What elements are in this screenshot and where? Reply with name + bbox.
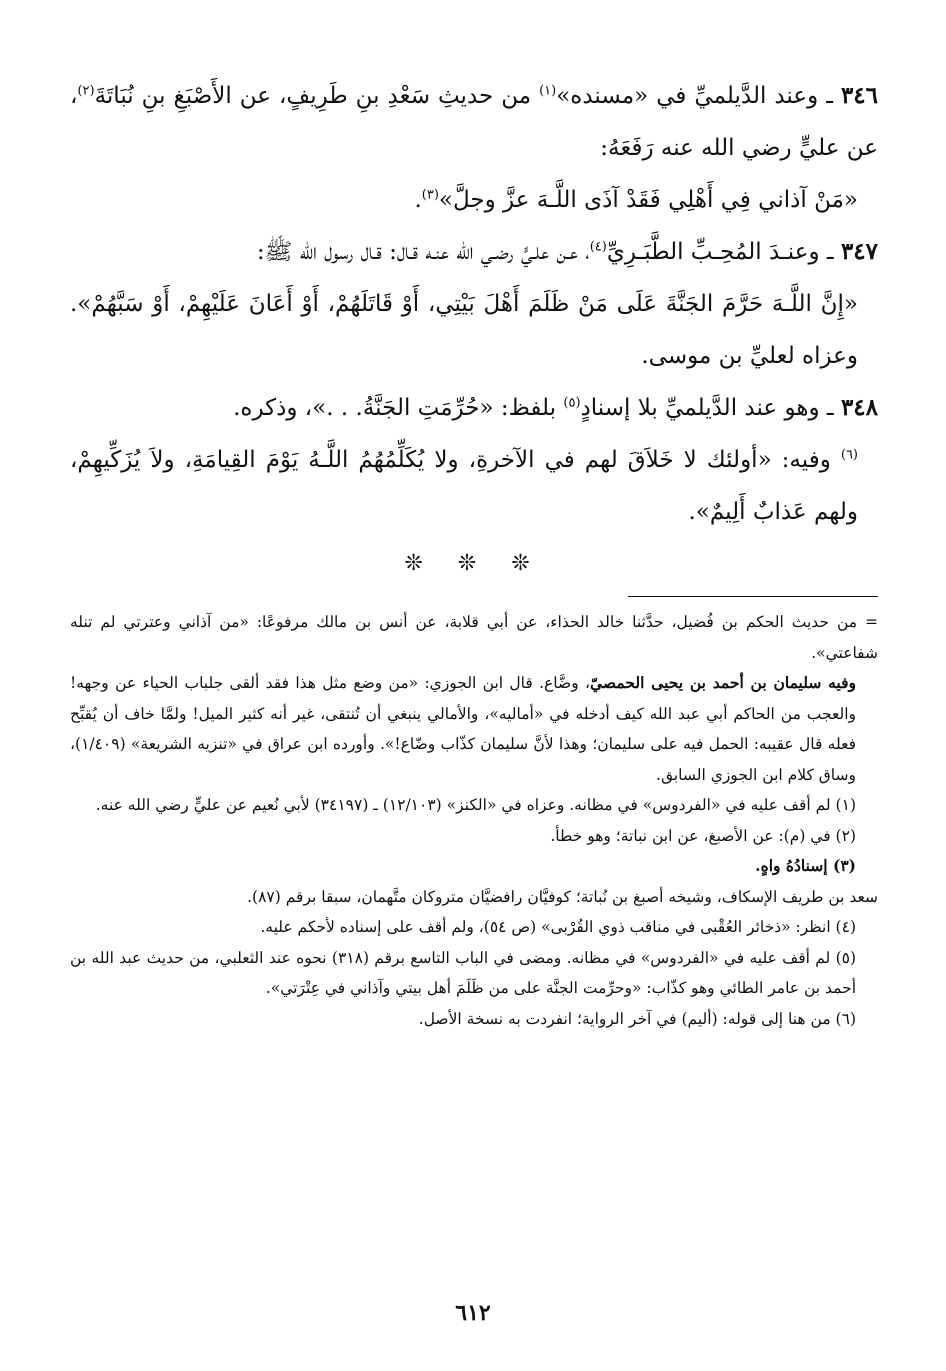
footnote-ref: (٤) bbox=[589, 239, 607, 255]
footnote-3-detail: سعد بن طريف الإسكاف، وشيخه أصبغ بن نُباتة؛ كوفيَّان رافضيَّان متروكان متَّهمان، سبقا برقم (٨٧). bbox=[247, 887, 878, 906]
hadith-346: ٣٤٦ ـ وعند الدَّيلميِّ في «مسنده»$^{(١)}$ من حديثِ سَعْدِ بنِ طَرِيفٍ، عن الأَصْبَغِ بنِ نُبَاتَةَ$^{(٢)}$، عن عليٍّ رضي الله عنه رَفَعَهُ: bbox=[70, 82, 878, 161]
section-divider: ❊ ❊ ❊ bbox=[404, 551, 544, 576]
footnote-5: (٥) لم أقف عليه في «الفردوس» في مظانه. ومضى في الباب التاسع برقم (٣١٨) نحوه عند الثعلبي، من حديث عبد الله بن أحمد بن عامر الطائي وهو كذّاب: «وحرِّمت الجنَّة على من ظَلَمَ أهل بيتي وآذاني في عِتْرَتي». bbox=[70, 948, 857, 997]
hadith-348-continuation: $^{(٦)}$ وفيه: «أولئك لا خَلاَقَ لهم في الآخرةِ، ولا يُكَلِّمُهُمُ اللَّـهُ يَوْمَ القِيامَةِ، ولاَ يُزَكِّيهِمْ، ولهم عَذابٌ أَلِيمٌ». bbox=[70, 447, 858, 525]
hadith-number: ٣٤٧ bbox=[840, 238, 878, 265]
footnote-commentary: وفيه سليمان بن أحمد بن يحيى الحمصيّ، وضَّاع. قال ابن الجوزي: «من وضع مثل هذا فقد ألقى جلباب الحياء عن وجهه! والعجب من الحاكم أبي عبد الله كيف أدخله في «أماليه»، والأمالي ينبغي أن تُنتقى، غير أنه كثير الميل! ولمَّا خاف أن يُقبِّح فعله قال عقيبه: الحمل فيه على سليمان؛ وهذا لأنَّ سليمان كذّاب وضّاع!». وأورده ابن عراق في «تنزيه الشريعة» (١/٤٠٩)، وساق كلام ابن الجوزي السابق. bbox=[70, 673, 857, 784]
footnote-ref: (٦) bbox=[840, 447, 858, 463]
hadith-number: ٣٤٨ bbox=[840, 394, 878, 421]
footnote-ref: (٣) bbox=[421, 187, 439, 203]
hadith-347-quote: «إِنَّ اللَّـهَ حَرَّمَ الجَنَّةَ عَلَى مَنْ ظَلَمَ أَهْلَ بَيْتِي، أَوْ قَاتَلَهُمْ، أَوْ أَعَانَ عَلَيْهِمْ، أَوْ سَبَّهُمْ». وعزاه لعليِّ بن موسى. bbox=[70, 291, 858, 369]
footnote-4: (٤) انظر: «ذخائر العُقْبى في مناقب ذوي القُرْبى» (ص ٥٤)، ولم أقف على إسناده لأحكم عليه. bbox=[260, 918, 856, 936]
footnote-1: (١) لم أقف عليه في «الفردوس» في مظانه. وعزاه في «الكنز» (١٢/١٠٣) ـ (٣٤١٩٧) لأبي نُعيم عن عليٍّ رضي الله عنه. bbox=[95, 796, 856, 814]
hadith-347: ٣٤٧ ـ وعنـدَ المُحِـبِّ الطَّبَـرِيِّ$^{(٤)}$، عـن علـيٍّ رضـي الله عنـه قـال: قـال رسول الله ﷺ: bbox=[256, 238, 878, 265]
footnote-separator bbox=[628, 596, 878, 597]
hadith-number: ٣٤٦ bbox=[840, 82, 878, 109]
footnote-ref: (١) bbox=[539, 83, 557, 99]
footnotes bbox=[70, 607, 878, 1034]
main-text bbox=[70, 70, 878, 584]
footnote-3: (٣) إسنادُهُ واهٍ. bbox=[755, 856, 856, 875]
footnote-6: (٦) من هنا إلى قوله: (أليم) في آخر الرواية؛ انفردت به نسخة الأصل. bbox=[418, 1009, 856, 1028]
hadith-346-quote: «مَنْ آذاني فِي أَهْلِي فَقَدْ آذَى اللَّـهَ عزَّ وجلَّ»$^{(٣)}$. bbox=[414, 187, 858, 213]
footnote-2: (٢) في (م): عن الأصبغ، عن ابن نباتة؛ وهو خطأ. bbox=[550, 826, 856, 845]
page-content bbox=[70, 70, 878, 1034]
page-number: ٦١٢ bbox=[455, 1300, 491, 1326]
footnote-continuation: = من حديث الحكم بن فُضيل، حدَّثنا خالد الحذاء، عن أبي قلابة، عن أنس بن مالك مرفوعًا: «من آذاني وعترتي لم تنله شفاعتي». bbox=[70, 613, 878, 662]
footnote-ref: (٢) bbox=[77, 83, 95, 99]
hadith-348: ٣٤٨ ـ وهو عند الدَّيلميِّ بلا إسنادٍ$^{(٥)}$ بلفظ: «حُرِّمَتِ الجَنَّةُ. . .»، وذكره. bbox=[233, 394, 878, 421]
footnote-ref: (٥) bbox=[563, 395, 581, 411]
